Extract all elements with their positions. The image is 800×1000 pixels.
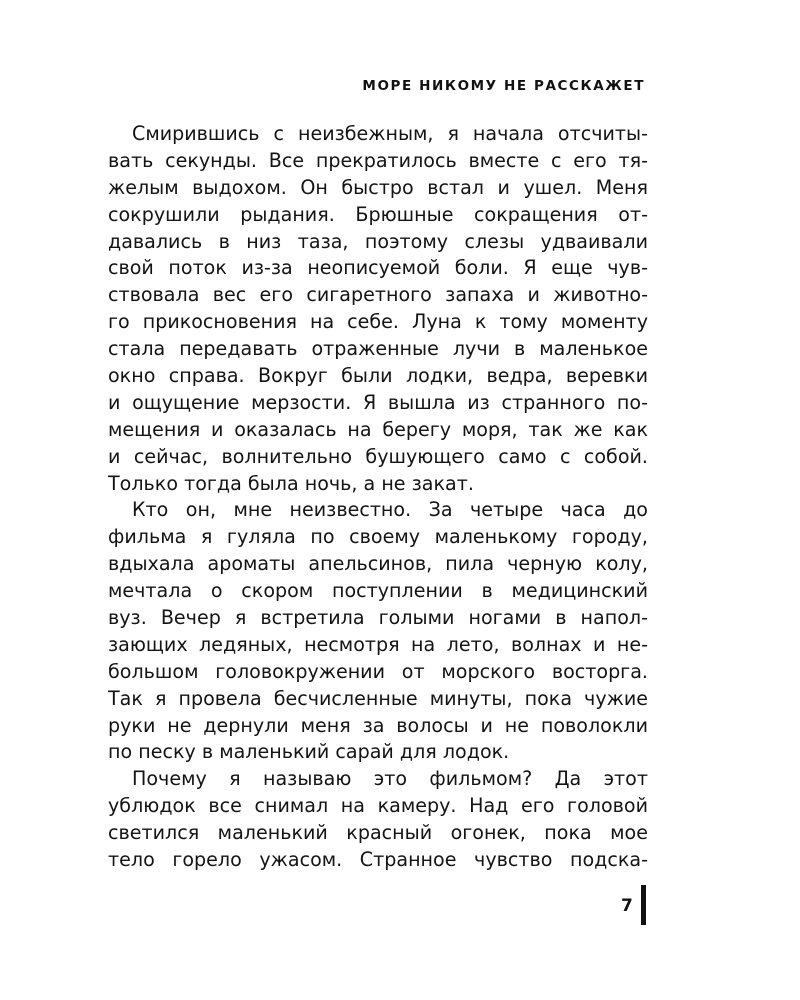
text-line: вуз. Вечер я встретила голыми ногами в напол- [108, 606, 648, 630]
text-line: фильма я гуляла по своему маленькому городу, [108, 525, 648, 549]
text-line: зающих ледяных, несмотря на лето, волнах и не- [108, 632, 648, 656]
text-line: ствовала вес его сигаретного запаха и животно- [108, 283, 648, 307]
text-line: сокрушили рыдания. Брюшные сокращения от- [108, 202, 648, 226]
running-head: МОРЕ НИКОМУ НЕ РАССКАЖЕТ [362, 78, 645, 94]
text-line: большом головокружении от морского восторга. [108, 659, 648, 683]
text-line: вать секунды. Все прекратилось вместе с его тя- [108, 148, 648, 172]
text-line: окно справа. Вокруг были лодки, ведра, веревки [108, 364, 648, 388]
text-line: и сейчас, волнительно бушующего само с собой. [108, 444, 648, 468]
text-line: свой поток из-за неописуемой боли. Я еще чув- [108, 256, 648, 280]
text-line: мечтала о скором поступлении в медицинский [108, 579, 648, 603]
text-line: Так я провела бесчисленные минуты, пока чужие [108, 686, 648, 710]
text-line: тело горело ужасом. Странное чувство подска- [108, 848, 648, 872]
text-line: руки не дернули меня за волосы и не поволокли [108, 713, 648, 737]
text-line: давались в низ таза, поэтому слезы удваивали [108, 229, 648, 253]
text-line: Только тогда была ночь, а не закат. [108, 471, 474, 495]
text-line: мещения и оказалась на берегу моря, так же как [108, 417, 648, 441]
text-line: ублюдок все снимал на камеру. Над его головой [108, 794, 648, 818]
page-number: 7 [621, 896, 633, 916]
page-number-bar [641, 885, 646, 925]
text-line: го прикосновения на себе. Луна к тому моменту [108, 310, 648, 334]
text-line: и ощущение мерзости. Я вышла из странного по- [108, 390, 648, 414]
text-line: Кто он, мне неизвестно. За четыре часа до [132, 498, 648, 522]
text-line: стала передавать отраженные лучи в маленькое [108, 337, 648, 361]
text-line: вдыхала ароматы апельсинов, пила черную колу, [108, 552, 648, 576]
text-line: по песку в маленький сарай для лодок. [108, 740, 510, 764]
text-line: Почему я называю это фильмом? Да этот [132, 767, 648, 791]
text-line: Смирившись с неизбежным, я начала отсчиты- [132, 122, 648, 145]
text-line: желым выдохом. Он быстро встал и ушел. Меня [108, 175, 648, 199]
body-text [108, 121, 648, 874]
text-line: светился маленький красный огонек, пока мое [108, 821, 648, 845]
